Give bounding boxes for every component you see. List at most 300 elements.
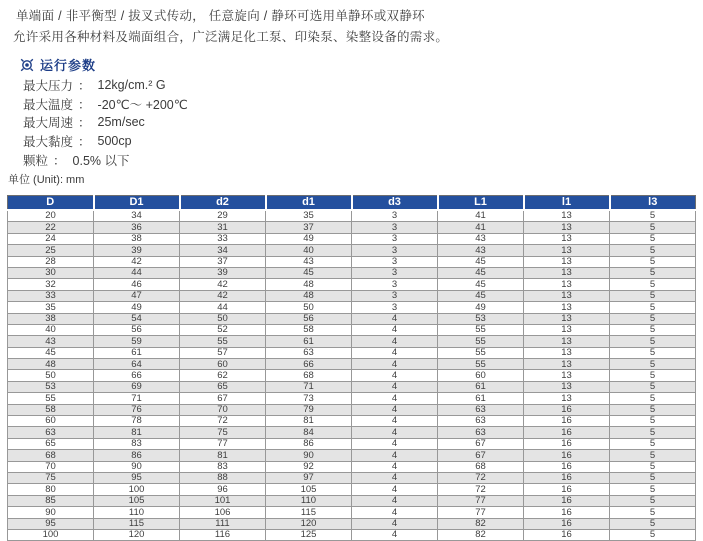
table-cell: 16 [524,507,610,518]
table-cell: 56 [266,313,352,324]
table-cell: 3 [352,245,438,256]
param-label: 最大周速 [23,116,74,131]
table-cell: 40 [266,245,352,256]
table-cell: 16 [524,472,610,483]
table-cell: 3 [352,210,438,222]
table-cell: 5 [610,461,696,472]
table-cell: 4 [352,336,438,347]
param-value: -20℃～ +200℃ [97,97,188,112]
table-cell: 105 [266,484,352,495]
table-row [8,438,696,449]
table-cell: 16 [524,529,610,540]
param-label: 颗粒 [23,153,49,168]
table-cell: 22 [8,222,94,233]
table-cell: 65 [8,438,94,449]
table-cell: 101 [180,495,266,506]
table-cell: 56 [94,324,180,335]
table-cell: 4 [352,347,438,358]
table-cell: 4 [352,495,438,506]
table-cell: 5 [610,336,696,347]
table-cell: 63 [8,427,94,438]
table-cell: 83 [180,461,266,472]
table-cell: 100 [8,529,94,540]
table-cell: 95 [8,518,94,529]
table-cell: 13 [524,290,610,301]
column-header: d3 [352,196,438,211]
table-cell: 84 [266,427,352,438]
table-row [8,381,696,392]
table-cell: 60 [8,416,94,427]
param-max-viscosity [23,132,188,151]
table-cell: 115 [94,518,180,529]
table-cell: 5 [610,210,696,222]
table-cell: 95 [94,472,180,483]
table-cell: 5 [610,324,696,335]
table-cell: 44 [180,302,266,313]
table-cell: 65 [180,381,266,392]
table-cell: 116 [180,529,266,540]
table-cell: 4 [352,427,438,438]
table-cell: 53 [8,381,94,392]
table-cell: 16 [524,495,610,506]
table-cell: 72 [438,472,524,483]
table-cell: 5 [610,404,696,415]
table-cell: 36 [94,222,180,233]
table-cell: 49 [438,302,524,313]
table-cell: 5 [610,484,696,495]
table-cell: 80 [8,484,94,495]
param-label: 最大压力 [23,79,74,94]
param-colon: ： [53,153,66,168]
table-cell: 37 [266,222,352,233]
column-header: L1 [438,196,524,211]
table-cell: 77 [438,507,524,518]
table-cell: 97 [266,472,352,483]
table-cell: 61 [438,393,524,404]
table-cell: 68 [266,370,352,381]
table-cell: 66 [266,359,352,370]
table-cell: 61 [94,347,180,358]
table-cell: 88 [180,472,266,483]
table-cell: 3 [352,256,438,267]
table-cell: 73 [266,393,352,404]
table-cell: 45 [8,347,94,358]
table-cell: 13 [524,302,610,313]
table-cell: 82 [438,529,524,540]
table-row [8,484,696,495]
table-cell: 67 [438,438,524,449]
table-row [8,427,696,438]
table-cell: 5 [610,472,696,483]
table-cell: 20 [8,210,94,222]
table-cell: 5 [610,450,696,461]
table-cell: 42 [180,279,266,290]
table-row [8,233,696,244]
table-cell: 106 [180,507,266,518]
table-cell: 63 [266,347,352,358]
table-cell: 5 [610,416,696,427]
table-row [8,518,696,529]
table-cell: 13 [524,359,610,370]
table-cell: 49 [266,233,352,244]
table-cell: 39 [94,245,180,256]
column-header: l3 [610,196,696,211]
column-header: D1 [94,196,180,211]
table-cell: 5 [610,256,696,267]
param-max-pressure [23,76,188,95]
table-cell: 5 [610,347,696,358]
table-cell: 31 [180,222,266,233]
table-cell: 24 [8,233,94,244]
table-cell: 48 [266,279,352,290]
table-cell: 16 [524,461,610,472]
table-cell: 40 [8,324,94,335]
table-cell: 90 [8,507,94,518]
table-cell: 13 [524,245,610,256]
table-cell: 39 [180,267,266,278]
table-cell: 5 [610,302,696,313]
table-cell: 70 [8,461,94,472]
table-cell: 62 [180,370,266,381]
table-cell: 76 [94,404,180,415]
table-cell: 13 [524,381,610,392]
table-cell: 53 [438,313,524,324]
table-cell: 4 [352,507,438,518]
table-cell: 115 [266,507,352,518]
table-cell: 60 [180,359,266,370]
table-cell: 120 [266,518,352,529]
table-cell: 55 [438,324,524,335]
table-cell: 61 [266,336,352,347]
table-row [8,416,696,427]
table-cell: 79 [266,404,352,415]
table-cell: 100 [94,484,180,495]
column-header: l1 [524,196,610,211]
table-cell: 75 [8,472,94,483]
table-row [8,267,696,278]
table-row [8,529,696,540]
spec-table-body [8,210,696,541]
table-cell: 66 [94,370,180,381]
table-cell: 125 [266,529,352,540]
table-cell: 58 [266,324,352,335]
column-header: d2 [180,196,266,211]
table-cell: 71 [94,393,180,404]
param-colon: ： [78,97,91,112]
table-row [8,210,696,222]
table-cell: 59 [94,336,180,347]
table-cell: 4 [352,450,438,461]
table-cell: 47 [94,290,180,301]
table-cell: 41 [438,210,524,222]
table-cell: 72 [438,484,524,495]
table-row [8,313,696,324]
table-cell: 110 [94,507,180,518]
table-cell: 42 [94,256,180,267]
table-cell: 5 [610,427,696,438]
table-cell: 50 [180,313,266,324]
table-cell: 13 [524,336,610,347]
table-cell: 5 [610,222,696,233]
intro-line-1: 单端面 / 非平衡型 / 拔叉式传动， 任意旋向 / 静环可选用单静环或双静环 [16,9,425,23]
table-cell: 90 [94,461,180,472]
table-cell: 16 [524,450,610,461]
table-cell: 34 [94,210,180,222]
table-cell: 13 [524,233,610,244]
table-cell: 5 [610,495,696,506]
table-cell: 68 [8,450,94,461]
table-cell: 5 [610,313,696,324]
table-cell: 50 [266,302,352,313]
table-cell: 86 [94,450,180,461]
table-cell: 81 [94,427,180,438]
table-cell: 72 [180,416,266,427]
param-max-speed [23,113,188,132]
table-cell: 5 [610,245,696,256]
table-cell: 63 [438,404,524,415]
table-cell: 5 [610,381,696,392]
table-cell: 71 [266,381,352,392]
table-cell: 45 [438,267,524,278]
table-cell: 33 [8,290,94,301]
table-row [8,461,696,472]
table-cell: 63 [438,427,524,438]
param-label: 最大温度 [23,97,74,112]
param-particles [23,150,188,169]
parameters-list [23,76,188,169]
table-cell: 4 [352,438,438,449]
table-cell: 77 [438,495,524,506]
table-cell: 44 [94,267,180,278]
operating-parameters-header [20,55,96,74]
table-cell: 81 [266,416,352,427]
table-row [8,324,696,335]
table-cell: 82 [438,518,524,529]
table-row [8,245,696,256]
table-cell: 77 [180,438,266,449]
table-cell: 28 [8,256,94,267]
table-cell: 120 [94,529,180,540]
table-cell: 5 [610,518,696,529]
table-cell: 75 [180,427,266,438]
table-cell: 46 [94,279,180,290]
table-cell: 43 [266,256,352,267]
table-cell: 13 [524,210,610,222]
table-cell: 96 [180,484,266,495]
table-cell: 4 [352,404,438,415]
column-header: D [8,196,94,211]
table-cell: 3 [352,290,438,301]
table-cell: 57 [180,347,266,358]
table-cell: 54 [94,313,180,324]
table-cell: 49 [94,302,180,313]
param-label: 最大黏度 [23,135,74,150]
param-colon: ： [78,116,91,131]
table-cell: 35 [8,302,94,313]
table-cell: 5 [610,359,696,370]
table-cell: 67 [180,393,266,404]
table-row [8,279,696,290]
param-colon: ： [78,79,91,94]
table-cell: 4 [352,370,438,381]
table-cell: 50 [8,370,94,381]
table-cell: 35 [266,210,352,222]
table-cell: 5 [610,529,696,540]
table-cell: 61 [438,381,524,392]
table-cell: 105 [94,495,180,506]
table-cell: 55 [438,359,524,370]
section-title: 运行参数 [40,58,97,73]
table-cell: 37 [180,256,266,267]
table-cell: 3 [352,279,438,290]
table-cell: 67 [438,450,524,461]
table-cell: 5 [610,279,696,290]
table-cell: 4 [352,416,438,427]
table-row [8,370,696,381]
table-cell: 70 [180,404,266,415]
table-cell: 16 [524,416,610,427]
table-cell: 13 [524,370,610,381]
table-cell: 13 [524,222,610,233]
target-crosshair-icon [20,58,34,72]
spec-table-head [8,196,696,211]
table-cell: 32 [8,279,94,290]
table-cell: 45 [266,267,352,278]
table-cell: 16 [524,427,610,438]
table-cell: 111 [180,518,266,529]
table-cell: 78 [94,416,180,427]
table-cell: 5 [610,267,696,278]
table-row [8,359,696,370]
table-cell: 13 [524,256,610,267]
spec-table-header-row [8,196,696,211]
table-row [8,347,696,358]
table-cell: 52 [180,324,266,335]
table-row [8,302,696,313]
table-cell: 25 [8,245,94,256]
table-cell: 55 [438,347,524,358]
table-row [8,222,696,233]
table-cell: 5 [610,370,696,381]
table-cell: 13 [524,324,610,335]
table-cell: 30 [8,267,94,278]
table-cell: 55 [180,336,266,347]
unit-label: 单位 (Unit): mm [8,174,85,186]
intro-line-2: 允许采用各种材料及端面组合，广泛满足化工泵、印染泵、染整设备的需求。 [13,30,449,44]
table-row [8,393,696,404]
table-cell: 41 [438,222,524,233]
table-cell: 3 [352,233,438,244]
table-cell: 5 [610,393,696,404]
table-cell: 68 [438,461,524,472]
table-cell: 43 [438,233,524,244]
table-cell: 5 [610,290,696,301]
param-max-temperature [23,95,188,114]
table-row [8,472,696,483]
table-cell: 13 [524,393,610,404]
table-cell: 4 [352,359,438,370]
table-cell: 13 [524,347,610,358]
table-cell: 4 [352,484,438,495]
table-cell: 4 [352,518,438,529]
table-cell: 55 [438,336,524,347]
table-row [8,336,696,347]
table-cell: 34 [180,245,266,256]
table-cell: 42 [180,290,266,301]
table-cell: 4 [352,472,438,483]
table-cell: 86 [266,438,352,449]
param-value: 0.5% 以下 [72,153,130,168]
table-cell: 5 [610,507,696,518]
table-cell: 38 [94,233,180,244]
table-row [8,495,696,506]
param-colon: ： [78,135,91,150]
table-cell: 3 [352,267,438,278]
table-row [8,404,696,415]
table-cell: 92 [266,461,352,472]
table-cell: 16 [524,518,610,529]
table-cell: 63 [438,416,524,427]
table-row [8,290,696,301]
table-cell: 85 [8,495,94,506]
table-cell: 69 [94,381,180,392]
table-cell: 4 [352,461,438,472]
table-cell: 60 [438,370,524,381]
table-row [8,450,696,461]
table-cell: 16 [524,438,610,449]
table-cell: 16 [524,404,610,415]
table-row [8,256,696,267]
param-value: 25m/sec [97,115,145,130]
table-cell: 13 [524,279,610,290]
table-cell: 33 [180,233,266,244]
table-cell: 4 [352,313,438,324]
table-cell: 5 [610,438,696,449]
table-cell: 43 [8,336,94,347]
table-cell: 58 [8,404,94,415]
table-cell: 38 [8,313,94,324]
param-value: 500cp [97,134,132,149]
table-cell: 45 [438,256,524,267]
table-cell: 48 [8,359,94,370]
table-cell: 45 [438,279,524,290]
table-cell: 16 [524,484,610,495]
column-header: d1 [266,196,352,211]
table-cell: 90 [266,450,352,461]
table-cell: 3 [352,222,438,233]
table-cell: 3 [352,302,438,313]
table-cell: 48 [266,290,352,301]
table-cell: 81 [180,450,266,461]
table-cell: 83 [94,438,180,449]
table-cell: 4 [352,529,438,540]
table-cell: 110 [266,495,352,506]
table-cell: 55 [8,393,94,404]
table-cell: 5 [610,233,696,244]
table-cell: 43 [438,245,524,256]
table-cell: 29 [180,210,266,222]
table-cell: 45 [438,290,524,301]
table-cell: 4 [352,381,438,392]
spec-table [7,195,696,541]
table-row [8,507,696,518]
param-value: 12kg/cm.² G [97,78,166,93]
table-cell: 4 [352,393,438,404]
table-cell: 13 [524,313,610,324]
table-cell: 64 [94,359,180,370]
table-cell: 4 [352,324,438,335]
table-cell: 13 [524,267,610,278]
